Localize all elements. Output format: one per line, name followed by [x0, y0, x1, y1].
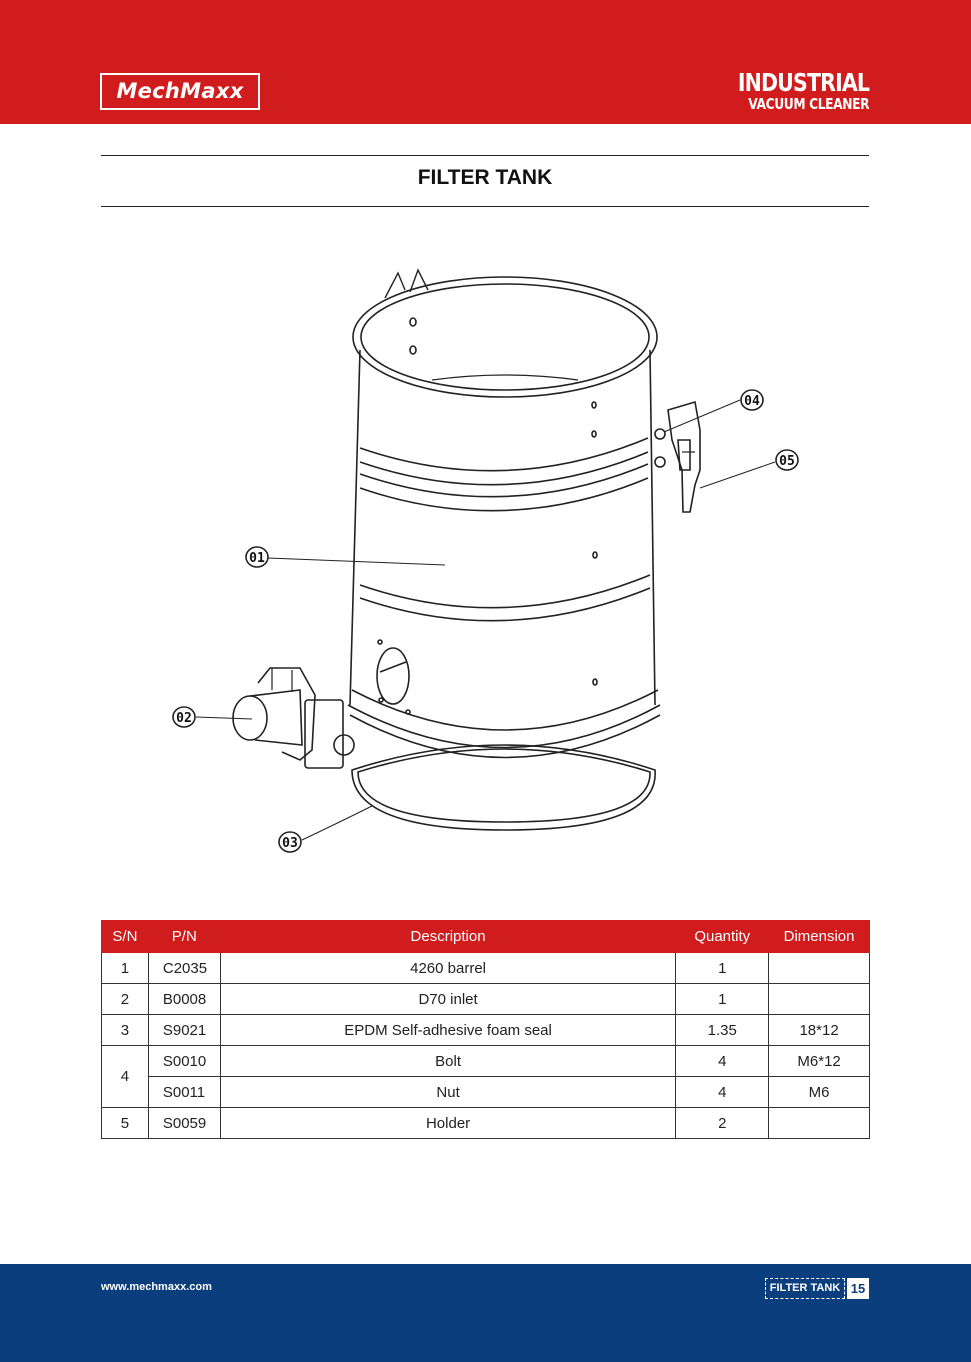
cell-quantity: 1: [676, 953, 769, 984]
cell-pn: S0010: [148, 1046, 220, 1077]
holder-drawing: [655, 402, 700, 512]
table-row: [102, 1015, 870, 1046]
cell-description: EPDM Self-adhesive foam seal: [220, 1015, 676, 1046]
table-row: [102, 953, 870, 984]
callout-02: 02: [176, 711, 192, 726]
page-number: 15: [847, 1278, 869, 1299]
col-header-description: Description: [220, 921, 676, 953]
cell-pn: S0011: [148, 1077, 220, 1108]
callout-04: 04: [744, 394, 760, 409]
cell-dimension: M6: [769, 1077, 870, 1108]
cell-pn: C2035: [148, 953, 220, 984]
cell-quantity: 4: [676, 1077, 769, 1108]
title-rule-top: [101, 155, 869, 156]
cell-sn: 4: [102, 1046, 149, 1108]
barrel-drawing: [348, 270, 660, 758]
section-title: FILTER TANK: [417, 166, 553, 189]
cell-sn: 2: [102, 984, 149, 1015]
col-header-dimension: Dimension: [769, 921, 870, 953]
cell-quantity: 1.35: [676, 1015, 769, 1046]
table-row: [102, 984, 870, 1015]
cell-description: 4260 barrel: [220, 953, 676, 984]
col-header-sn: S/N: [102, 921, 149, 953]
cell-quantity: 2: [676, 1108, 769, 1139]
cell-quantity: 1: [676, 984, 769, 1015]
cell-dimension: 18*12: [769, 1015, 870, 1046]
callout-05: 05: [779, 454, 795, 469]
cell-description: Bolt: [220, 1046, 676, 1077]
page-header: [0, 0, 971, 124]
page-footer: [0, 1264, 971, 1362]
parts-table: [101, 920, 870, 1139]
cell-dimension: M6*12: [769, 1046, 870, 1077]
title-rule-bottom: [101, 206, 869, 207]
cell-pn: S0059: [148, 1108, 220, 1139]
table-header-row: [102, 921, 870, 953]
cell-dimension: [769, 1108, 870, 1139]
cell-quantity: 4: [676, 1046, 769, 1077]
cell-sn: 3: [102, 1015, 149, 1046]
mechmaxx-logo: MechMaxx: [100, 73, 260, 110]
cell-sn: 5: [102, 1108, 149, 1139]
cell-description: Holder: [220, 1108, 676, 1139]
cell-dimension: [769, 953, 870, 984]
product-title-line1: INDUSTRIAL: [737, 68, 869, 97]
table-row: [102, 1077, 870, 1108]
website-link[interactable]: www.mechmaxx.com: [101, 1281, 212, 1293]
cell-description: D70 inlet: [220, 984, 676, 1015]
filter-tank-exploded-diagram: [150, 255, 830, 875]
cell-dimension: [769, 984, 870, 1015]
cell-pn: B0008: [148, 984, 220, 1015]
cell-sn: 1: [102, 953, 149, 984]
product-title: [709, 70, 869, 112]
callout-03: 03: [282, 836, 298, 851]
cell-pn: S9021: [148, 1015, 220, 1046]
callout-01: 01: [249, 551, 265, 566]
footer-section-tag: FILTER TANK: [765, 1278, 845, 1299]
table-row: [102, 1108, 870, 1139]
inlet-drawing: [233, 668, 354, 768]
col-header-quantity: Quantity: [676, 921, 769, 953]
cell-description: Nut: [220, 1077, 676, 1108]
col-header-pn: P/N: [148, 921, 220, 953]
table-row: [102, 1046, 870, 1077]
product-title-line2: VACUUM CLEANER: [748, 95, 869, 113]
